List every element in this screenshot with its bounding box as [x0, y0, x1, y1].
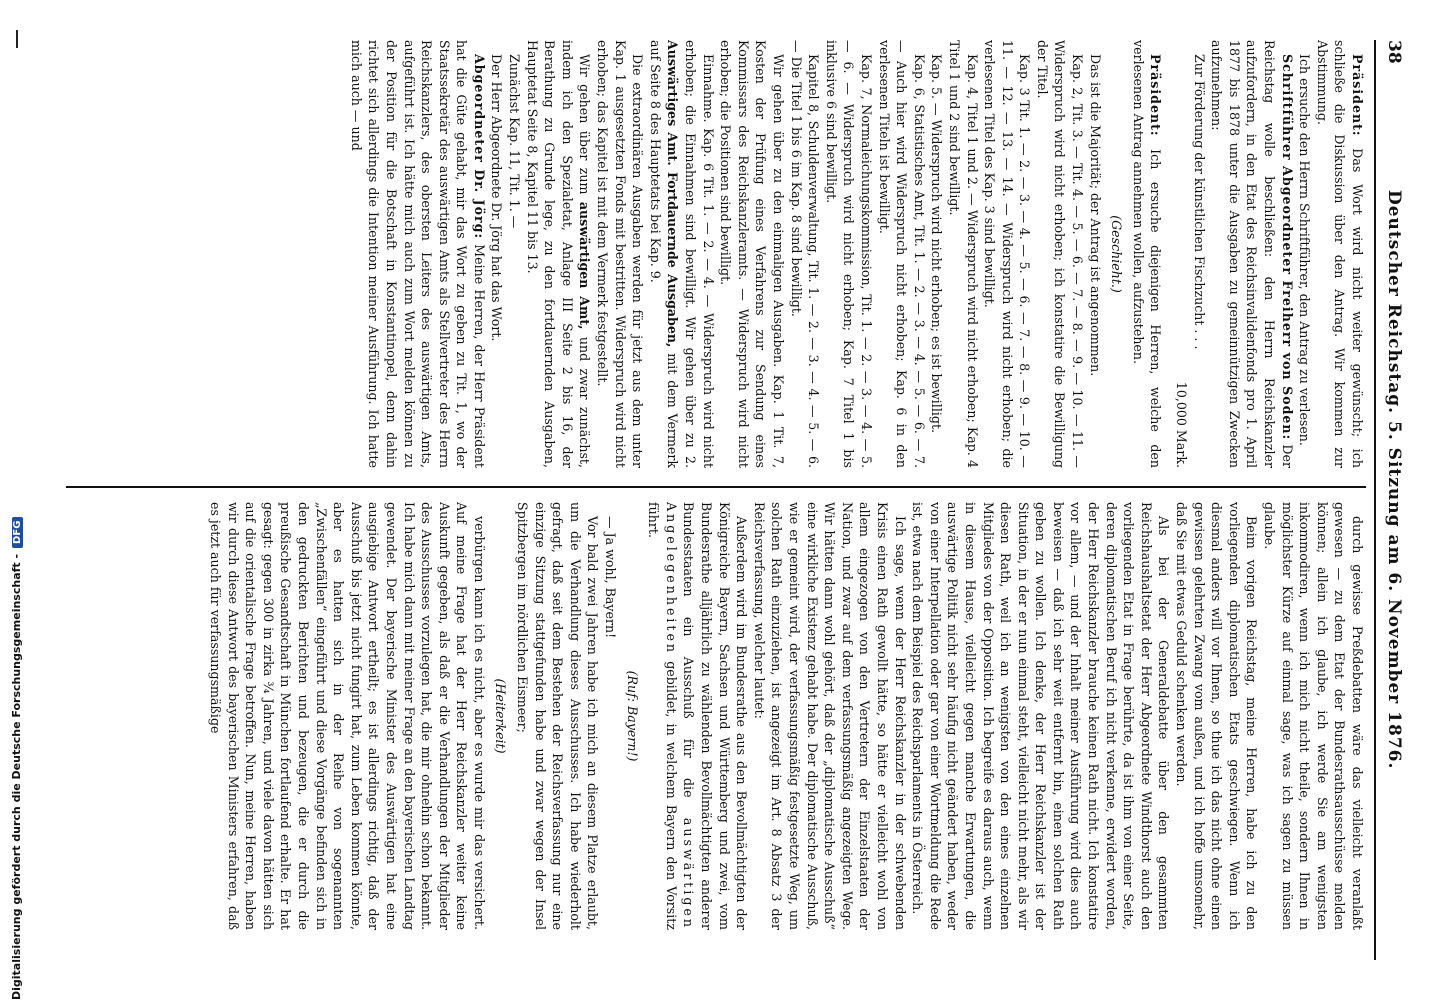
- paragraph: Ich ersuche den Herrn Schriftführer, den Antrag zu verlesen.: [1297, 54, 1313, 446]
- paragraph: Kap. 4, Titel 1 und 2. — Widerspruch wird nicht erhoben; Kap. 4 Titel 1 und 2 sind bewilligt.: [946, 40, 980, 468]
- paragraph: Der Herr Abgeordnete Dr. Jörg hat das Wort.: [489, 54, 505, 342]
- paragraph: Wir gehen über zum auswärtigen Amt, und zwar zunächst, indem ich den Spezialetat, Anlage III Seite 2 bis 16, der Berathung zu Grunde lege, zu den fortdauernden Ausgaben, Hauptetat Seite 8, Kapitel 11 bis 13.: [524, 40, 593, 468]
- paragraph: Zunächst Kap. 11, Tit. 1. —: [507, 54, 523, 229]
- paragraph: durch gewisse Preßdebatten wäre das vielleicht veranlaßt gewesen — zu dem Etat der Bundesrathsausschüsse melden können; allein ich glaube, ich werde Sie am wenigsten inkommodiren, wenn ich mich nicht theile, sondern Ihnen in möglichster Kürze auf einmal sage, was ich sagen zu müssen glaube.: [1262, 502, 1365, 930]
- running-title: Deutscher Reichstag. 5. Sitzung am 6. November 1876.: [1384, 190, 1404, 770]
- paragraph: Einnahme. Kap. 6 Tit. 1. — 2. — 4. — Widerspruch wird nicht erhoben; die Einnahmen sind bewilligt. Wir gehen über zu 2. Auswärtiges Amt. Fortdauernde Ausgaben, mit dem Vermerk auf Seite 8 des Hauptetats bei Kap. 9.: [647, 40, 716, 468]
- speaker-label: Präsident:: [1350, 54, 1365, 137]
- paragraph: Kap. 5. — Widerspruch wird nicht erhoben; es ist bewilligt.: [929, 54, 945, 434]
- paragraph: Kap. 6, Statistisches Amt, Tit. 1. — 2. — 3. — 4. — 5. — 6. — 7. — Auch hier wird Widerspruch nicht erhoben; Kap. 6 in den verlesenen Titeln ist bewilligt.: [876, 40, 927, 468]
- paragraph: Kap. 3 Tit. 1. — 2. — 3. — 4. — 5. — 6. — 7. — 8. — 9. — 10. — 11. — 12. — 13. — 14. — Widerspruch wird nicht erhoben; die verlesenen Titel des Kap. 3 sind bewilligt.: [982, 40, 1033, 468]
- notice-text: Digitalisierung gefördert durch die Deutsche Forschungsgemeinschaft -: [10, 553, 23, 1000]
- left-column: [66, 40, 1366, 468]
- paragraph: Außerdem wird im Bundesrathe aus den Bevollmächtigten der Königreiche Bayern, Sachsen und Württemberg und zwei, vom Bundesrathe alljährlich zu wählenden Bevollmächtigten anderer Bundesstaaten ein Ausschuß für die auswärtigen Angelegenheiten gebildet, in welchem Bayern den Vorsitz führt.: [646, 502, 750, 930]
- paragraph: Wir gehen über zu den einmaligen Ausgaben. Kap. 1 Tit. 7, Kosten der Prüfung eines Verfahrens zur Sendung eines Kommissars des Reichskanzleramts. — Widerspruch wird nicht erhoben; die Positionen sind bewilligt.: [718, 40, 786, 468]
- stage-note: (Geschieht.): [1109, 215, 1125, 293]
- dfg-logo: DFG: [12, 517, 23, 548]
- speaker-label: Schriftführer Abgeordneter Freiherr von Soden:: [1279, 54, 1295, 441]
- amount: 10,000 Mark.: [1174, 381, 1190, 468]
- paragraph: Vor bald zwei Jahren habe ich mich an diesem Platze erlaubt, um die Verhandlung dieses Ausschusses. Ich habe wiederholt gefragt, daß seit dem Bestehen der Reichsverfassung nur eine einzige Sitzung stattgefunden habe und zwar wegen der Insel Spitzbergen im nördlichen Eismeer;: [515, 502, 601, 930]
- paragraph: Ich sage, wenn der Herr Reichskanzler in der schwebenden Krisis einen Rath gewollt hätte, so hätte er vielleicht wohl von allem eingezogen von den Vertretern der Einzelstaaten der Nation, und zwar auf dem verfassungsmäßig angezeigten Wege. Wir hätten dann wohl gehört, daß der „diplomatische Ausschuß“ eine wirkliche Existenz gehabt habe. Der diplomatische Ausschuß, wie er gemeint wird, der verfassungsmäßig festgesetzte Weg, um solchen Rath einzuziehen, ist angezeigt im Art. 8 Absatz 3 der Reichsverfassung, welcher lautet:: [751, 502, 908, 930]
- rotated-page: [50, 40, 1410, 960]
- digitization-notice: [10, 0, 32, 1000]
- stage-note: (Ruf: Bayern!): [624, 670, 640, 762]
- paragraph: Beim vorigen Reichstag, meine Herren, habe ich zu den vorliegenden diplomatischen Etats geschwiegen. Wenn ich diesmal anders will vor Ihnen, so thue ich das nicht ohne einen gewissen gelehrten Zwang vom außen, und ich hoffe umsomehr, daß Sie mit etwas Geduld schenken werden.: [1174, 502, 1260, 930]
- page-number: 38: [1384, 40, 1404, 64]
- paragraph: Das ist die Majorität; der Antrag ist angenommen.: [1087, 54, 1103, 377]
- paragraph: Als bei der Generaldebatte über den gesammten Reichshaushaltsetat der Herr Abgeordnete Windthorst auch den vorliegenden Etat in Frage berührte, da ist ihm von einer Seite, deren diplomatischen Beruf ich nicht verkenne, erwidert worden, der Herr Reichskanzler brauche keinen Rath nicht. Ich konstatire vor allem, — und der Inhalt meiner Ausführung wird dies auch beweisen — daß ich sehr weit entfernt bin, einen solchen Rath geben zu wollen. Ich denke, der Herr Reichskanzler ist der Situation, in der er nun einmal steht, vielleicht nicht mehr, als wir diesen Rath, weil ich an wenigsten von den eines einzelnen Mitgliedes von der Opposition. Ich begreife es daraus auch, wenn in diesem Hause, vielleicht gegen manche Erwartungen, die auswärtige Politik nicht sehr häufig nicht geändert haben, weder von einer Interpellation oder gar von einer Wortmeldung die Rede ist, etwa nach dem Beispiel des Reichsparlaments in Österreich.: [910, 502, 1172, 930]
- paragraph: — Ja wohl, Bayern!: [603, 516, 619, 639]
- paragraph: Zur Förderung der künstlichen Fischzucht . . .: [1191, 54, 1207, 350]
- right-column: [66, 502, 1366, 930]
- paragraph: verbürgen kann ich es nicht, aber es wurde mir das versichert. Auf meine Frage hat der Herr Reichskanzler weiter keine Auskunft gegeben, als daß er die Verhandlungen der Mitglieder des Ausschusses vorzulegen hat, die mir ohnehin schon bekannt. Ich habe mich dann mit meiner Frage an den bayerischen Landtag gewendet. Der bayerische Minister des Auswärtigen hat eine ausgiebige Antwort ertheilt; es ist allerdings richtig, daß der Ausschuß bis jetzt nicht fungirt hat, zum Leben kommen könnte, aber es hatten sich in der Reihe von sogenannten „Zwischenfällen“ eingeführt und diese Vorgänge befinden sich in den gedruckten Berichten und bezeugen, die er durch die preußische Gesandtschaft in München fortlaufend erhalte. Er hat gesagt: gegen 300 in zirka ¾ Jahren, und viele davon hätten sich auf die orientalische Frage betroffen. Nun, meine Herren, haben wir durch diese Antwort des bayerischen Ministers erfahren, daß es jetzt auch für verfassungsmäßige: [208, 502, 487, 930]
- page-header: [1374, 40, 1410, 960]
- paragraph: Kapitel 8, Schuldenverwaltung, Tit. 1. — 2. — 3. — 4. — 5. — 6. — Die Titel 1 bis 6 im Kap. 8 sind bewilligt.: [788, 40, 822, 468]
- paragraph: Kap. 7, Normaleichungskommission, Tit. 1. — 2. — 3. — 4. — 5. — 6. — Widerspruch wird nicht erhoben; Kap. 7 Titel 1 bis inklusive 6 sind bewilligt.: [823, 40, 874, 468]
- speaker-label: Abgeordneter Dr. Jörg:: [471, 54, 487, 240]
- paragraph: Präsident: Das Wort wird nicht weiter gewünscht; ich schließe die Diskussion über den Antrag. Wir kommen zur Abstimmung.: [1314, 40, 1365, 468]
- paragraph: Präsident: Ich ersuche diejenigen Herren, welche den verlesenen Antrag annehmen wollen, aufzustehen.: [1130, 40, 1164, 468]
- paragraph: Die extraordinären Ausgaben werden für jetzt aus dem unter Kap. 1 ausgesetzten Fonds mit bestritten. Widerspruch wird nicht erhoben; das Kapitel ist mit dem Vermerk festgestellt.: [595, 40, 646, 468]
- speaker-label: Präsident:: [1148, 54, 1164, 137]
- paragraph: Kap. 2, Tit. 3. — Tit. 4. — 5. — 6. — 7. — 8. — 9. — 10. — 11. — Widerspruch wird nicht erhoben; ich konstatire die Bewilligung der Titel.: [1034, 40, 1086, 468]
- paragraph: Abgeordneter Dr. Jörg: Meine Herren, der Herr Präsident hat die Güte gehabt, mir das Wort zu geben zu Tit. 1, wo der Staatssekretär des auswärtigen Amts als Stellvertreter des Herrn Reichskanzlers, des obersten Leiters des auswärtigen Amts, aufgeführt ist. Ich hätte mich auch zum Wort melden können zu der Position für die Botschaft in Konstantinopel, denn dahin richtet sich allerdings die Intention meiner Ausführung. Ich hatte mich auch — und: [348, 40, 487, 468]
- stage-note: (Heiterkeit): [493, 678, 509, 754]
- column-divider: [66, 486, 1366, 488]
- paragraph: Schriftführer Abgeordneter Freiherr von Soden: Der Reichstag wolle beschließen: den Herrn Reichskanzler aufzufordern, in den Etat des Reichsinvalidenfonds pro 1. April 1877 bis 1878 unter die Ausgaben zu gemeinnützigen Zwecken aufzunehmen:: [1209, 40, 1295, 468]
